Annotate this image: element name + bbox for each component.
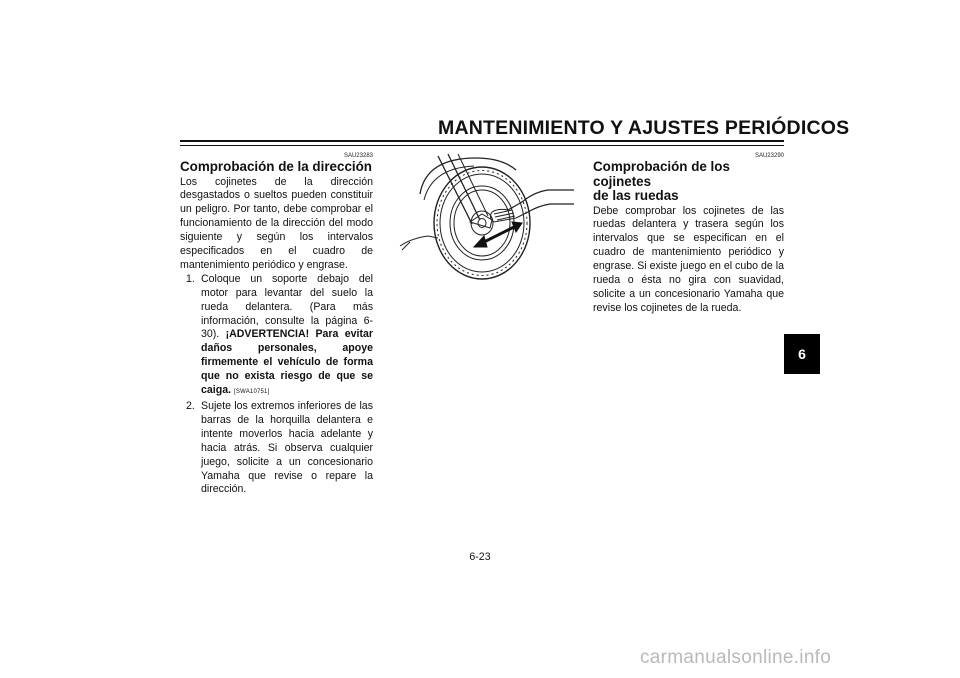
- chapter-tab: 6: [784, 334, 820, 374]
- warning-text: ¡ADVERTENCIA! Para evitar daños personales, apoye firmemente el vehículo de forma que no exista riesgo de que se caiga.: [201, 328, 373, 397]
- steps-list: [180, 273, 373, 498]
- watermark: carmanualsonline.info: [640, 647, 832, 668]
- page-title: MANTENIMIENTO Y AJUSTES PERIÓDICOS: [438, 117, 850, 139]
- page-number: 6-23: [469, 551, 491, 563]
- step-text: Sujete los extremos inferiores de las barras de la horquilla delantera e intente moverlos hacia adelante y hacia atrás. Si observa cualquier juego, solicite a un concesionario Yamaha que revise o repare la dirección.: [201, 400, 373, 496]
- section-heading: Comprobación de la dirección: [180, 159, 372, 174]
- section-heading: [593, 160, 784, 204]
- section-code: SAU23283: [343, 153, 373, 159]
- step-number: 1.: [186, 272, 195, 285]
- step-text: Coloque un soporte debajo del motor para levantar del suelo la rueda delantera. (Para más información, consulte la página 6-30).: [201, 272, 373, 341]
- warning-code: [SWA10751]: [234, 389, 270, 396]
- title-rule: [180, 140, 784, 142]
- step-number: 2.: [186, 400, 195, 412]
- step-item: [180, 400, 373, 497]
- left-column: [180, 152, 373, 497]
- body-paragraph: Debe comprobar los cojinetes de las ruedas delantera y trasera según los intervalos que se especifican en el cuadro de mantenimiento periódico y engrase. Si existe juego en el cubo de la rueda o ésta no gira con suavidad, solicite a un concesionario Yamaha que revise los cojinetes de la rueda.: [593, 204, 784, 314]
- heading-line: Comprobación de los cojinetes: [593, 159, 730, 189]
- step-item: [180, 273, 373, 400]
- intro-paragraph: Los cojinetes de la dirección desgastados o sueltos pueden constituir un peligro. Por tanto, debe comprobar el funcionamiento de la dirección del modo siguiente y según los intervalos especificados en el cuadro de mantenimiento periódico y engrase.: [180, 175, 373, 271]
- section-code: SAU23290: [754, 153, 784, 159]
- title-rule-thin: [180, 145, 784, 146]
- steering-check-illustration: [398, 152, 574, 285]
- heading-line: de las ruedas: [593, 188, 679, 203]
- right-column: [593, 152, 784, 316]
